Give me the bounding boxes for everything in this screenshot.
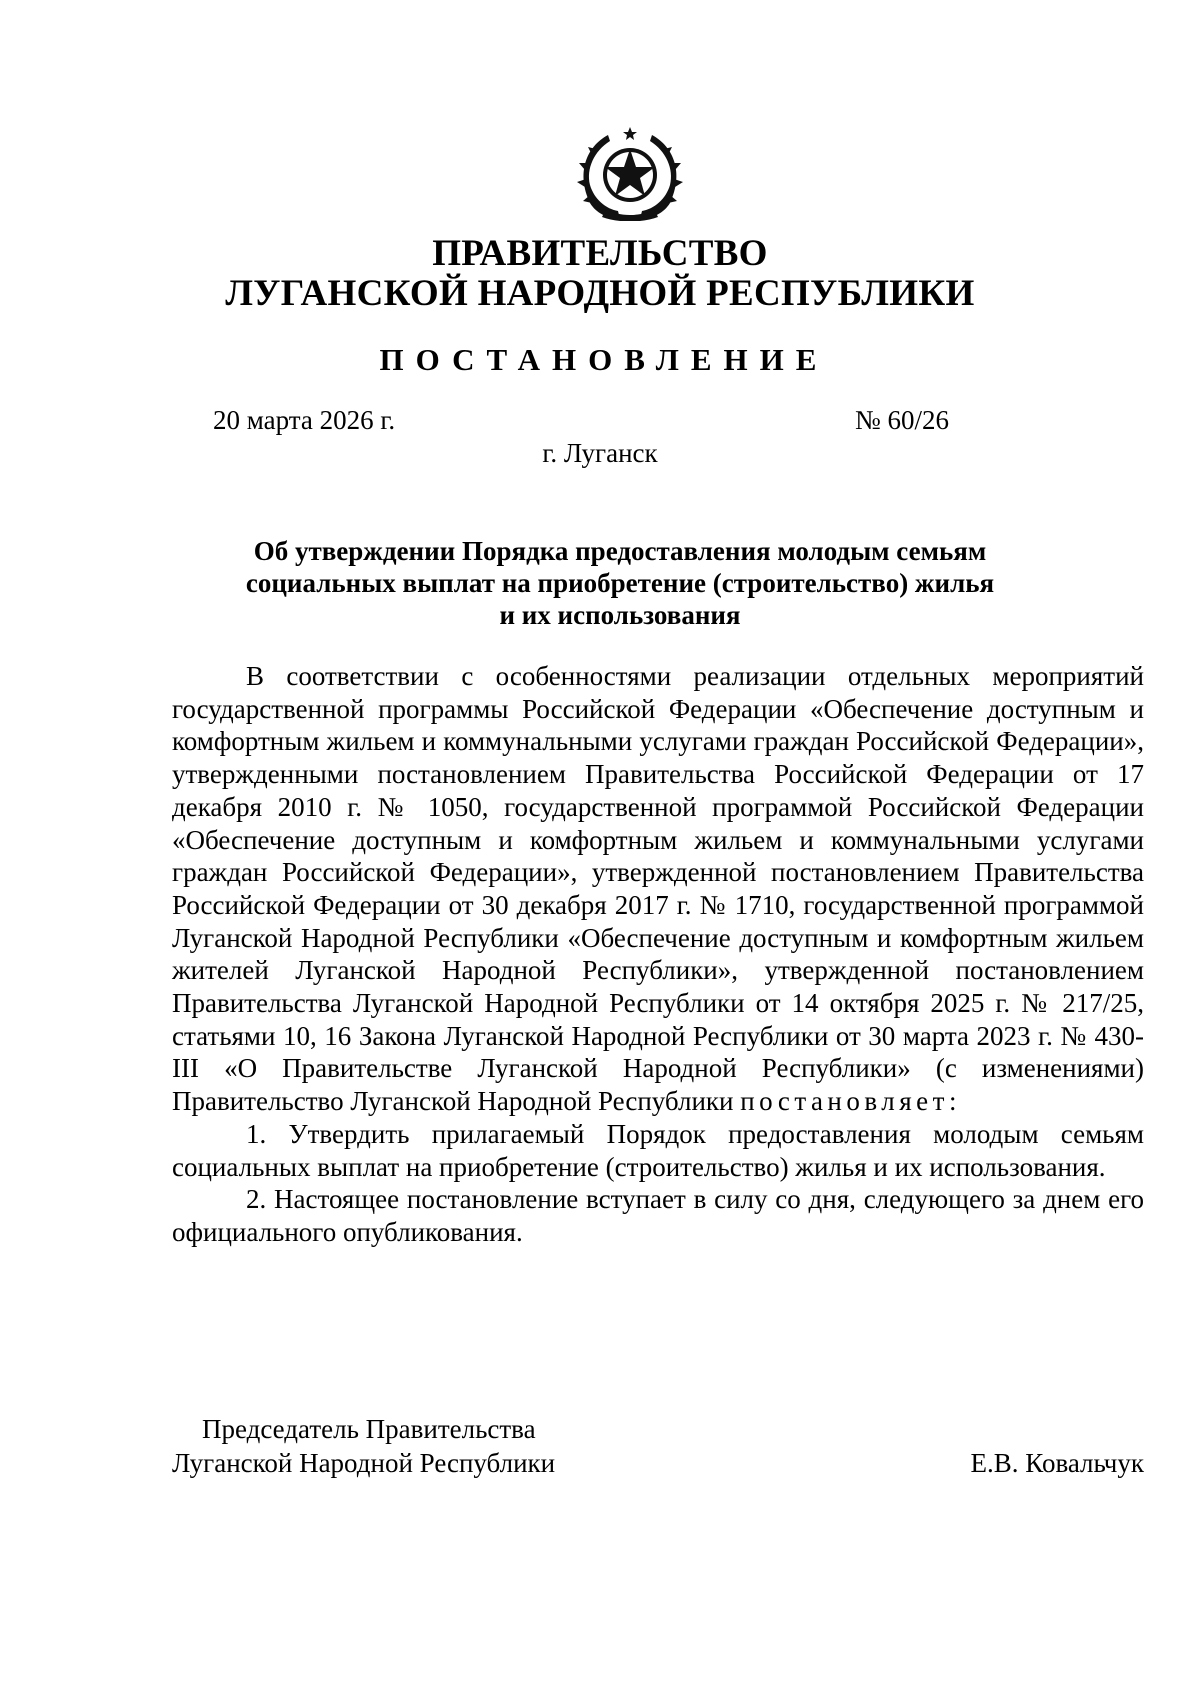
title-line: социальных выплат на приобретение (строительство) жилья <box>245 568 995 598</box>
preamble-text: В соответствии с особенностями реализации отдельных мероприятий государственной программы Российской Федерации «Обеспечение доступным и комфортным жильем и коммунальными услугами граждан Российской Федерации», утвержденными постановлением Правительства Российской Федерации от 17 декабря 2010 г. № 1050, государственной программой Российской Федерации «Обеспечение доступным и комфортным жильем и коммунальными услугами граждан Российской Федерации», утвержденной постановлением Правительства Российской Федерации от 30 декабря 2017 г. № 1710, государственной программой Луганской Народной Республики «Обеспечение доступным и комфортным жильем жителей Луганской Народной Республики», утвержденной постановлением Правительства Луганской Народной Республики от 14 октября 2025 г. № 217/25, статьями 10, 16 Закона Луганской Народной Республики от 30 марта 2023 г. № 430-III «О Правительстве Луганской Народной Республики» (с изменениями) Правительство Луганской Народной Республики <box>172 661 1144 1117</box>
document-body <box>172 660 1144 1249</box>
document-date: 20 марта 2026 г. <box>213 405 396 435</box>
clause-2: 2. Настоящее постановление вступает в силу со дня, следующего за днем его официального опубликования. <box>172 1184 1144 1247</box>
resolve-verb: постановляет <box>740 1086 949 1117</box>
organization-name-line1: ПРАВИТЕЛЬСТВО <box>432 233 768 274</box>
resolve-colon: : <box>948 1086 957 1117</box>
document-type: ПОСТАНОВЛЕНИЕ <box>379 342 829 377</box>
document-title <box>200 535 1040 631</box>
clause-1: 1. Утвердить прилагаемый Порядок предоставления молодым семьям социальных выплат на приобретение (строительство) жилья и их использования. <box>172 1118 1144 1182</box>
preamble-paragraph <box>172 660 1144 1118</box>
position-line: Луганской Народной Республики <box>172 1448 556 1478</box>
document-number: № 60/26 <box>855 405 950 435</box>
signatory-position <box>172 1412 555 1480</box>
title-line: и их использования <box>499 600 741 630</box>
position-line: Председатель Правительства <box>202 1414 536 1444</box>
organization-name-line2: ЛУГАНСКОЙ НАРОДНОЙ РЕСПУБЛИКИ <box>225 273 975 314</box>
signatory-name: Е.В. Ковальчук <box>970 1448 1144 1478</box>
lpr-coat-of-arms-icon <box>568 125 692 221</box>
title-line: Об утверждении Порядка предоставления молодым семьям <box>253 536 987 566</box>
document-city: г. Луганск <box>542 438 658 468</box>
